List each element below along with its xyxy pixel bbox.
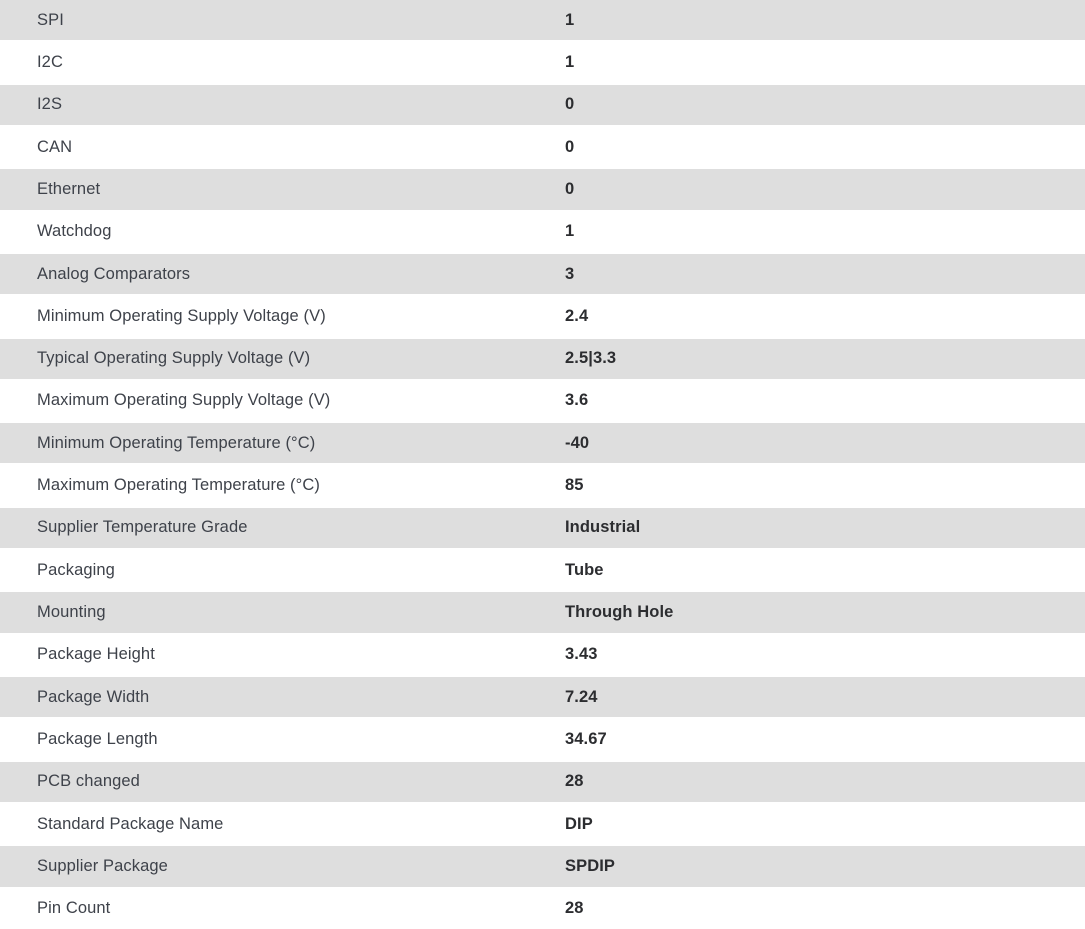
attribute-value: 0 [565, 137, 575, 156]
table-row [0, 167, 1085, 211]
attribute-label: PCB changed [37, 772, 140, 791]
attribute-label: Mounting [37, 603, 106, 622]
attribute-label: Pin Count [37, 899, 111, 918]
table-row [0, 0, 1085, 42]
table-row [0, 675, 1085, 719]
attribute-label: Package Length [37, 729, 158, 748]
table-row [0, 635, 1085, 675]
attribute-label: SPI [37, 10, 64, 29]
attribute-value: Industrial [565, 518, 641, 537]
table-row [0, 337, 1085, 381]
table-row [0, 465, 1085, 505]
attribute-value: SPDIP [565, 856, 616, 875]
table-row [0, 889, 1085, 929]
attribute-label: I2S [37, 95, 63, 114]
table-row [0, 719, 1085, 759]
attribute-label: Minimum Operating Supply Voltage (V) [37, 306, 326, 325]
attribute-label: Maximum Operating Temperature (°C) [37, 476, 320, 495]
attribute-label: CAN [37, 137, 73, 156]
attribute-label: Watchdog [37, 222, 112, 241]
table-row [0, 212, 1085, 252]
attribute-label: Supplier Temperature Grade [37, 518, 248, 537]
attribute-value: 0 [565, 95, 575, 114]
attribute-value: 85 [565, 476, 584, 495]
attribute-value: 3.6 [565, 391, 589, 410]
table-row [0, 506, 1085, 550]
attribute-value: 3.43 [565, 645, 598, 664]
attribute-value: 0 [565, 179, 575, 198]
attribute-label: Ethernet [37, 179, 101, 198]
table-row [0, 83, 1085, 127]
attribute-label: Typical Operating Supply Voltage (V) [37, 349, 311, 368]
table-row [0, 804, 1085, 844]
attribute-value: DIP [565, 814, 593, 833]
table-row [0, 42, 1085, 82]
attribute-value: 28 [565, 899, 584, 918]
attribute-value: 34.67 [565, 729, 607, 748]
attribute-label: Supplier Package [37, 856, 168, 875]
attribute-label: I2C [37, 52, 63, 71]
attribute-label: Package Width [37, 687, 150, 706]
table-row [0, 127, 1085, 167]
attribute-value: 1 [565, 222, 575, 241]
table-row [0, 550, 1085, 590]
table-row [0, 252, 1085, 296]
attribute-value: 1 [565, 10, 575, 29]
table-row [0, 590, 1085, 634]
attribute-label: Package Height [37, 645, 155, 664]
attribute-value: 1 [565, 52, 575, 71]
attribute-value: 7.24 [565, 687, 598, 706]
attribute-value: 2.5|3.3 [565, 349, 617, 368]
attribute-label: Packaging [37, 560, 115, 579]
table-row [0, 296, 1085, 336]
attribute-value: 28 [565, 772, 584, 791]
attribute-value: Through Hole [565, 603, 674, 622]
table-row [0, 844, 1085, 888]
attribute-value: 2.4 [565, 306, 589, 325]
attribute-value: Tube [565, 560, 604, 579]
table-row [0, 421, 1085, 465]
table-row [0, 381, 1085, 421]
attribute-label: Minimum Operating Temperature (°C) [37, 433, 316, 452]
attribute-label: Standard Package Name [37, 814, 224, 833]
table-row [0, 760, 1085, 804]
attribute-label: Analog Comparators [37, 264, 191, 283]
attribute-value: 3 [565, 264, 575, 283]
attribute-label: Maximum Operating Supply Voltage (V) [37, 391, 331, 410]
attribute-value: -40 [565, 433, 590, 452]
